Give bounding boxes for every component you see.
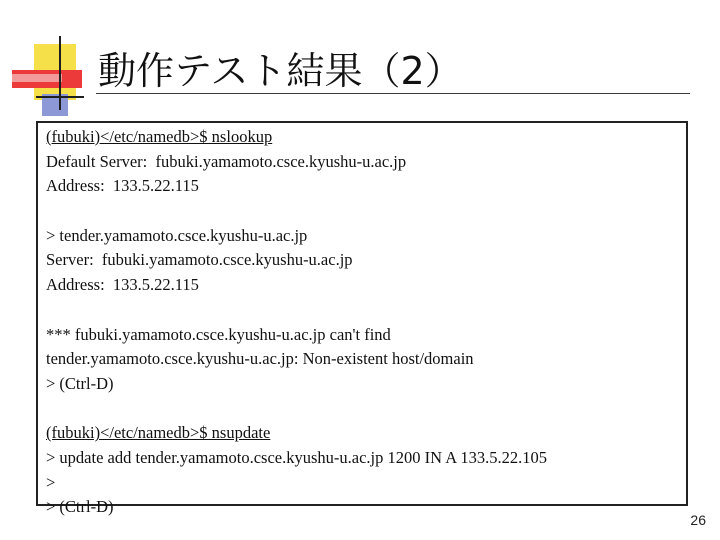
terminal-line-server: Server: fubuki.yamamoto.csce.kyushu-u.ac.jp [46, 250, 353, 270]
terminal-line-default-server: Default Server: fubuki.yamamoto.csce.kyushu-u.ac.jp [46, 151, 407, 171]
terminal-line-address: Address: 133.5.22.115 [46, 275, 199, 295]
terminal-line-query: > tender.yamamoto.csce.kyushu-u.ac.jp [46, 225, 308, 245]
slide-title: 動作テスト結果（2） [98, 49, 463, 93]
terminal-line-nslookup-command: (fubuki)</etc/namedb>$ nslookup [46, 127, 273, 146]
terminal-line-blank [46, 199, 686, 224]
terminal-line-ctrl-d: > (Ctrl-D) [46, 373, 114, 393]
decoration-vertical-line [59, 36, 61, 110]
terminal-line-ctrl-d: > (Ctrl-D) [46, 497, 114, 517]
decoration-red-highlight [12, 74, 62, 82]
terminal-line-prompt: > [46, 472, 56, 492]
terminal-line-error: *** fubuki.yamamoto.csce.kyushu-u.ac.jp can't find [46, 324, 391, 344]
terminal-line-update-add: > update add tender.yamamoto.csce.kyushu-u.ac.jp 1200 IN A 133.5.22.105 [46, 447, 547, 467]
terminal-line-blank [46, 397, 686, 422]
terminal-line-default-address: Address: 133.5.22.115 [46, 176, 199, 196]
title-underline-rule [96, 93, 690, 94]
terminal-line-nsupdate-command: (fubuki)</etc/namedb>$ nsupdate [46, 423, 271, 443]
terminal-output-box [36, 121, 688, 517]
page-number: 26 [690, 512, 706, 528]
terminal-line-blank [46, 298, 686, 323]
terminal-line-error-detail: tender.yamamoto.csce.kyushu-u.ac.jp: Non-existent host/domain [46, 349, 474, 369]
decoration-horizontal-line [36, 96, 84, 98]
